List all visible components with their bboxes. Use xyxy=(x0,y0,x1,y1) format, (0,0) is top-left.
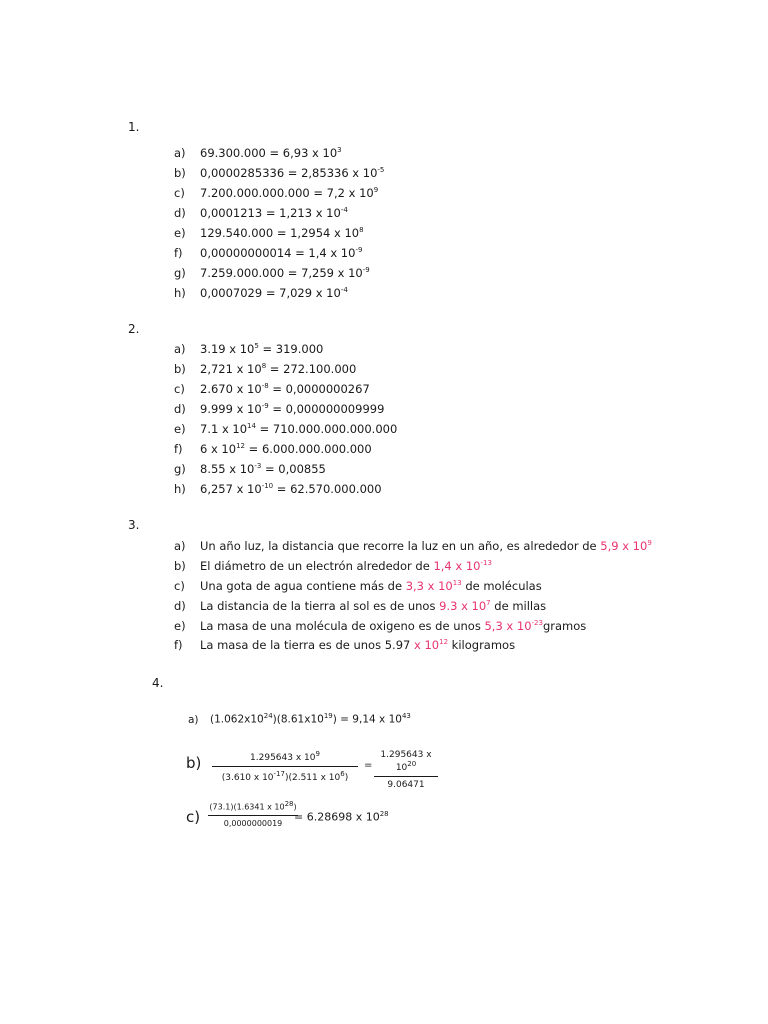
item-text: 0,0001213 = 1,213 x 10 xyxy=(200,206,341,220)
list-item xyxy=(174,362,356,376)
highlight-value: x 10 xyxy=(414,638,440,652)
item-label: c) xyxy=(174,186,185,200)
equation-part: )(2.511 x 10 xyxy=(284,773,341,783)
item-text: 69.300.000 = 6,93 x 10 xyxy=(200,146,338,160)
item-label: f) xyxy=(174,442,183,456)
item-label: d) xyxy=(174,599,186,613)
item-label: b) xyxy=(186,754,202,772)
equation-part: ) xyxy=(344,773,349,783)
item-text: 7.200.000.000.000 = 7,2 x 10 xyxy=(200,186,374,200)
exponent: 9 xyxy=(315,750,320,758)
exponent: 6 xyxy=(340,770,345,778)
item-text: 3.19 x 10 xyxy=(200,342,255,356)
item-label: h) xyxy=(174,286,186,300)
list-item xyxy=(174,638,515,652)
list-item xyxy=(174,559,492,573)
exponent: 28 xyxy=(284,800,294,808)
list-item xyxy=(174,342,323,356)
highlight-value: 9.3 x 10 xyxy=(439,599,487,613)
exponent: -3 xyxy=(254,462,262,471)
exponent: -9 xyxy=(261,402,269,411)
list-item xyxy=(174,382,370,396)
item-text: 0,0000285336 = 2,85336 x 10 xyxy=(200,166,378,180)
numerator xyxy=(208,800,298,812)
equals-sign: = xyxy=(364,760,373,771)
item-label: d) xyxy=(174,402,186,416)
exponent: 8 xyxy=(261,362,267,371)
equation-part: (73.1)(1.6341 x 10 xyxy=(209,802,285,812)
item-label: c) xyxy=(174,382,185,396)
item-result: = 319.000 xyxy=(258,342,324,356)
exponent: 13 xyxy=(452,579,462,588)
fraction-c xyxy=(208,800,298,828)
exponent: -17 xyxy=(273,770,285,778)
item-label: b) xyxy=(174,559,186,573)
item-result: = 6.000.000.000.000 xyxy=(245,442,372,456)
exponent: -23 xyxy=(531,619,543,628)
section-number: 4. xyxy=(152,676,164,690)
item-text: 9.999 x 10 xyxy=(200,402,262,416)
list-item xyxy=(174,442,372,456)
item-label: d) xyxy=(174,206,186,220)
fraction-bar xyxy=(208,815,298,816)
item-text: 6,257 x 10 xyxy=(200,482,262,496)
item-label: g) xyxy=(174,462,186,476)
item-text: 0,00000000014 = 1,4 x 10 xyxy=(200,246,356,260)
item-label: a) xyxy=(188,713,199,726)
equation-part: = 6.28698 x 10 xyxy=(294,810,380,824)
exponent: 19 xyxy=(323,712,333,720)
item-label: f) xyxy=(174,638,183,652)
item-label: a) xyxy=(174,342,186,356)
item-text: 0,0007029 = 7,029 x 10 xyxy=(200,286,341,300)
list-item xyxy=(174,206,348,220)
item-suffix: kilogramos xyxy=(448,638,516,652)
section-number: 3. xyxy=(128,518,140,532)
exponent: -5 xyxy=(377,166,385,175)
list-item xyxy=(174,286,348,300)
item-label: h) xyxy=(174,482,186,496)
denominator: 9.06471 xyxy=(387,780,425,790)
exponent: 20 xyxy=(407,760,417,768)
exponent: 12 xyxy=(439,638,449,647)
exponent: 8 xyxy=(359,226,364,235)
item-text: Un año luz, la distancia que recorre la luz en un año, es alrededor de xyxy=(200,539,601,553)
fraction-left xyxy=(212,750,358,783)
list-item xyxy=(174,186,378,200)
highlight-value: 1,4 x 10 xyxy=(433,559,481,573)
exponent: 43 xyxy=(401,712,411,720)
exponent: 5 xyxy=(254,342,259,351)
item-text: La masa de la tierra es de unos 5.97 xyxy=(200,638,414,652)
equation-part: (1.062x10 xyxy=(210,713,264,726)
item-text: 8.55 x 10 xyxy=(200,462,255,476)
exponent: 24 xyxy=(263,712,273,720)
item-suffix: gramos xyxy=(542,619,587,633)
highlight-value: 5,9 x 10 xyxy=(600,539,648,553)
item-text: Una gota de agua contiene más de xyxy=(200,579,406,593)
item-text: La masa de una molécula de oxigeno es de unos xyxy=(200,619,485,633)
list-item xyxy=(174,402,384,416)
numerator xyxy=(212,750,358,763)
highlight-value: 5,3 x 10 xyxy=(484,619,532,633)
list-item xyxy=(174,619,586,633)
item-text: 2,721 x 10 xyxy=(200,362,262,376)
item-text: 129.540.000 = 1,2954 x 10 xyxy=(200,226,360,240)
item-result: = 0,00855 xyxy=(261,462,326,476)
exponent: 9 xyxy=(647,539,652,548)
equation-a xyxy=(188,712,411,726)
exponent: 12 xyxy=(236,442,245,451)
list-item xyxy=(174,146,342,160)
item-result: = 62.570.000.000 xyxy=(273,482,382,496)
exponent: -4 xyxy=(340,286,348,295)
list-item xyxy=(174,246,362,260)
exponent: 3 xyxy=(337,146,342,155)
equation-part: 1.295643 x 10 xyxy=(250,753,316,763)
item-suffix: de moléculas xyxy=(461,579,542,593)
fraction-bar xyxy=(374,776,438,777)
exponent: 7 xyxy=(486,599,491,608)
item-text: El diámetro de un electrón alrededor de xyxy=(200,559,434,573)
item-text: 6 x 10 xyxy=(200,442,237,456)
result-c xyxy=(294,810,389,824)
exponent: -8 xyxy=(261,382,269,391)
item-text: 7.1 x 10 xyxy=(200,422,248,436)
list-item xyxy=(174,422,397,436)
item-label: a) xyxy=(174,146,186,160)
item-label: b) xyxy=(174,362,186,376)
item-label: c) xyxy=(174,579,185,593)
list-item xyxy=(174,482,382,496)
list-item xyxy=(174,226,364,240)
item-text: La distancia de la tierra al sol es de unos xyxy=(200,599,440,613)
item-label: c) xyxy=(186,808,201,826)
section-number: 2. xyxy=(128,322,140,336)
item-suffix: de millas xyxy=(490,599,547,613)
denominator: 0,0000000019 xyxy=(223,818,283,828)
fraction-right xyxy=(374,750,438,790)
denominator xyxy=(212,770,358,783)
item-result: = 0,000000009999 xyxy=(268,402,385,416)
equation-part: ) xyxy=(293,802,297,812)
item-label: b) xyxy=(174,166,186,180)
item-label: e) xyxy=(174,422,186,436)
exponent: 28 xyxy=(379,810,389,818)
item-label: g) xyxy=(174,266,186,280)
exponent: 9 xyxy=(373,186,379,195)
exponent: -4 xyxy=(340,206,348,215)
exponent: 14 xyxy=(247,422,256,431)
highlight-value: 3,3 x 10 xyxy=(405,579,453,593)
item-text: 2.670 x 10 xyxy=(200,382,262,396)
list-item xyxy=(174,462,326,476)
section-number: 1. xyxy=(128,120,140,134)
item-text: 7.259.000.000 = 7,259 x 10 xyxy=(200,266,363,280)
equation-part: )(8.61x10 xyxy=(272,713,324,726)
list-item xyxy=(174,266,370,280)
exponent: -10 xyxy=(261,482,274,491)
item-label: f) xyxy=(174,246,183,260)
equation-part: ) = 9,14 x 10 xyxy=(332,713,402,726)
exponent: -13 xyxy=(480,559,492,568)
item-label: e) xyxy=(174,619,186,633)
equation-part: (3.610 x 10 xyxy=(221,773,274,783)
list-item xyxy=(174,599,546,613)
item-result: = 710.000.000.000.000 xyxy=(255,422,398,436)
item-result: = 0,0000000267 xyxy=(268,382,370,396)
fraction-bar xyxy=(212,766,358,767)
item-label: e) xyxy=(174,226,186,240)
list-item xyxy=(174,579,542,593)
exponent: -9 xyxy=(362,266,370,275)
list-item xyxy=(174,539,652,553)
exponent: -9 xyxy=(355,246,363,255)
item-result: = 272.100.000 xyxy=(266,362,357,376)
item-label: a) xyxy=(174,539,186,553)
equation-part: 1.295643 x 10 xyxy=(380,750,432,773)
numerator xyxy=(374,750,438,773)
list-item xyxy=(174,166,384,180)
